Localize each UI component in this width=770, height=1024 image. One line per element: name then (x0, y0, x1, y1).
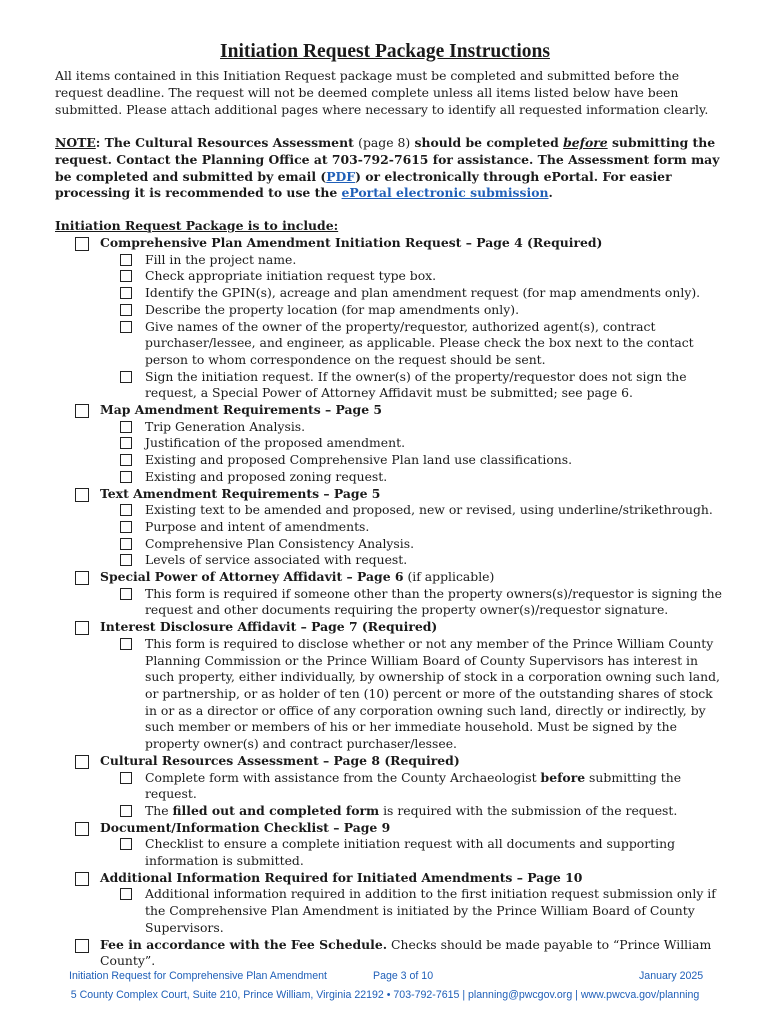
item-text: Existing text to be amended and proposed, new or revised, using underline/strikethrough. (145, 502, 713, 518)
checklist-item (75, 319, 725, 369)
checklist-item (75, 886, 725, 936)
checklist-item (75, 435, 725, 452)
item-text: submitting the request. (145, 769, 682, 802)
item-text: Additional information required in addition to the first initiation request submission only if the Comprehensive Plan Amendment is initiated by the Prince William Board of County Supervisors. (145, 886, 716, 935)
intro-paragraph: All items contained in this Initiation Request package must be completed and submitted before the request deadline. The request will not be deemed complete unless all items listed below have been submitted. Please attach additional pages where necessary to identify all requested information clearly. (55, 68, 709, 117)
item-checkbox[interactable] (120, 638, 132, 650)
checklist-section (75, 486, 725, 503)
item-text: Checklist to ensure a complete initiation request with all documents and supporting information is submitted. (145, 836, 675, 869)
checklist-item (75, 452, 725, 469)
checklist-item (75, 836, 725, 869)
section-title: Additional Information Required for Initiated Amendments – Page 10 (100, 869, 583, 885)
checklist-section (75, 870, 725, 887)
checklist-item (75, 536, 725, 553)
checklist-item (75, 519, 725, 536)
item-emphasis: filled out and completed form (172, 802, 380, 818)
section-checkbox[interactable] (75, 571, 89, 585)
checklist-item (75, 268, 725, 285)
item-text: Comprehensive Plan Consistency Analysis. (145, 535, 415, 551)
note-text: submitting the request. Contact the Planning Office at 703-792-7615 for assistance. The Assessment form may be completed and submitted by email ( (55, 135, 720, 184)
footer-document-name: Initiation Request for Comprehensive Plan Amendment (69, 970, 327, 982)
section-title: Special Power of Attorney Affidavit – Page 6 (100, 569, 404, 585)
footer-page-number: Page 3 of 10 (373, 970, 434, 982)
section-checkbox[interactable] (75, 755, 89, 769)
item-checkbox[interactable] (120, 304, 132, 316)
item-checkbox[interactable] (120, 588, 132, 600)
item-checkbox[interactable] (120, 554, 132, 566)
item-text: is required with the submission of the request. (379, 802, 678, 818)
checklist-section (75, 235, 725, 252)
eportal-link[interactable]: ePortal electronic submission (341, 185, 549, 201)
section-checkbox[interactable] (75, 822, 89, 836)
item-checkbox[interactable] (120, 254, 132, 266)
item-text: Sign the initiation request. If the owner(s) of the property/requestor does not sign the request, a Special Power of Attorney Affidavit must be submitted; see page 6. (145, 368, 687, 401)
item-checkbox[interactable] (120, 888, 132, 900)
section-title: Document/Information Checklist – Page 9 (100, 819, 391, 835)
item-text: Trip Generation Analysis. (145, 418, 306, 434)
section-suffix: (if applicable) (403, 569, 495, 585)
item-checkbox[interactable] (120, 371, 132, 383)
item-checkbox[interactable] (120, 321, 132, 333)
section-title: Interest Disclosure Affidavit – Page 7 (Required) (100, 619, 438, 635)
note-before-emphasis: before (563, 135, 608, 150)
checklist-item (75, 469, 725, 486)
checklist-item (75, 302, 725, 319)
item-checkbox[interactable] (120, 270, 132, 282)
note-text: should be completed (410, 135, 564, 150)
section-checkbox[interactable] (75, 488, 89, 502)
checklist-item (75, 285, 725, 302)
note-text: : The Cultural Resources Assessment (95, 135, 359, 150)
item-checkbox[interactable] (120, 805, 132, 817)
item-checkbox[interactable] (120, 772, 132, 784)
section-checkbox[interactable] (75, 404, 89, 418)
section-title: Map Amendment Requirements – Page 5 (100, 402, 383, 418)
checklist-item (75, 369, 725, 402)
note-text: ) or electronically through ePortal. For easier processing it is recommended to use the (55, 168, 672, 201)
item-text: Check appropriate initiation request type box. (145, 268, 437, 284)
checklist-item (75, 252, 725, 269)
checklist-item (75, 502, 725, 519)
page-title: Initiation Request Package Instructions (220, 41, 550, 62)
item-text: Complete form with assistance from the County Archaeologist (145, 769, 541, 785)
checklist-item (75, 770, 725, 803)
checklist-section (75, 753, 725, 770)
checklist-item (75, 586, 725, 619)
item-text: Existing and proposed zoning request. (145, 468, 388, 484)
item-checkbox[interactable] (120, 287, 132, 299)
item-checkbox[interactable] (120, 838, 132, 850)
note-text: . (548, 185, 553, 201)
section-checkbox[interactable] (75, 939, 89, 953)
note-page-ref: (page 8) (358, 135, 411, 150)
item-text: This form is required to disclose whether or not any member of the Prince William County Planning Commission or the Prince William Board of County Supervisors has interest in such property, either individually, by ownership of stock in a corporation owning such land, or partnership, or as holder of ten (10) percent or more of the outstanding shares of stock in or as a director or office of any corporation owning such land, directly or indirectly, by such member or members of his or her immediate household. Must be signed by the property owner(s) and contract purchaser/lessee. (145, 635, 720, 752)
section-title: Text Amendment Requirements – Page 5 (100, 485, 381, 501)
section-title: Cultural Resources Assessment – Page 8 (Required) (100, 752, 460, 768)
checklist-section (75, 402, 725, 419)
item-text: Fill in the project name. (145, 251, 297, 267)
section-checkbox[interactable] (75, 872, 89, 886)
item-text: Identify the GPIN(s), acreage and plan amendment request (for map amendments only). (145, 285, 701, 301)
item-text: Existing and proposed Comprehensive Plan land use classifications. (145, 452, 573, 468)
checklist-item (75, 419, 725, 436)
section-checkbox[interactable] (75, 621, 89, 635)
pdf-link[interactable]: PDF (326, 168, 356, 184)
list-heading: Initiation Request Package is to include: (55, 218, 339, 233)
checklist-section (75, 820, 725, 837)
footer-contact: 5 County Complex Court, Suite 210, Prince William, Virginia 22192 • 703-792-7615 | planning@pwcgov.org | www.pwcva.gov/planning (70, 989, 700, 1001)
item-emphasis: before (540, 769, 586, 785)
checklist-section (75, 569, 725, 586)
section-suffix: Checks should be made payable to “Prince William County”. (100, 936, 712, 969)
item-checkbox[interactable] (120, 421, 132, 433)
item-text: This form is required if someone other than the property owners(s)/requestor is signing the request and other documents requiring the property owner(s)/requestor signature. (145, 585, 722, 618)
item-checkbox[interactable] (120, 454, 132, 466)
item-text: Describe the property location (for map amendments only). (145, 301, 520, 317)
item-text: Justification of the proposed amendment. (145, 435, 406, 451)
footer-date: January 2025 (639, 970, 704, 982)
item-checkbox[interactable] (120, 521, 132, 533)
checklist-item (75, 636, 725, 753)
note-label: NOTE (55, 135, 96, 150)
section-title: Comprehensive Plan Amendment Initiation Request – Page 4 (Required) (100, 235, 603, 250)
checklist-item (75, 552, 725, 569)
item-text: The (145, 802, 173, 818)
section-checkbox[interactable] (75, 237, 89, 251)
item-text: Levels of service associated with request. (145, 552, 408, 568)
checklist-item (75, 803, 725, 820)
item-text: Purpose and intent of amendments. (145, 518, 370, 534)
item-text: Give names of the owner of the property/requestor, authorized agent(s), contract purchaser/lessee, and engineer, as applicable. Please check the box next to the contact person to whom correspondence on the request should be sent. (145, 318, 694, 367)
checklist (75, 235, 725, 970)
checklist-section (75, 937, 725, 970)
note-paragraph (55, 135, 723, 202)
item-checkbox[interactable] (120, 437, 132, 449)
checklist-section (75, 619, 725, 636)
section-title: Fee in accordance with the Fee Schedule. (100, 936, 388, 952)
item-checkbox[interactable] (120, 538, 132, 550)
item-checkbox[interactable] (120, 471, 132, 483)
item-checkbox[interactable] (120, 504, 132, 516)
